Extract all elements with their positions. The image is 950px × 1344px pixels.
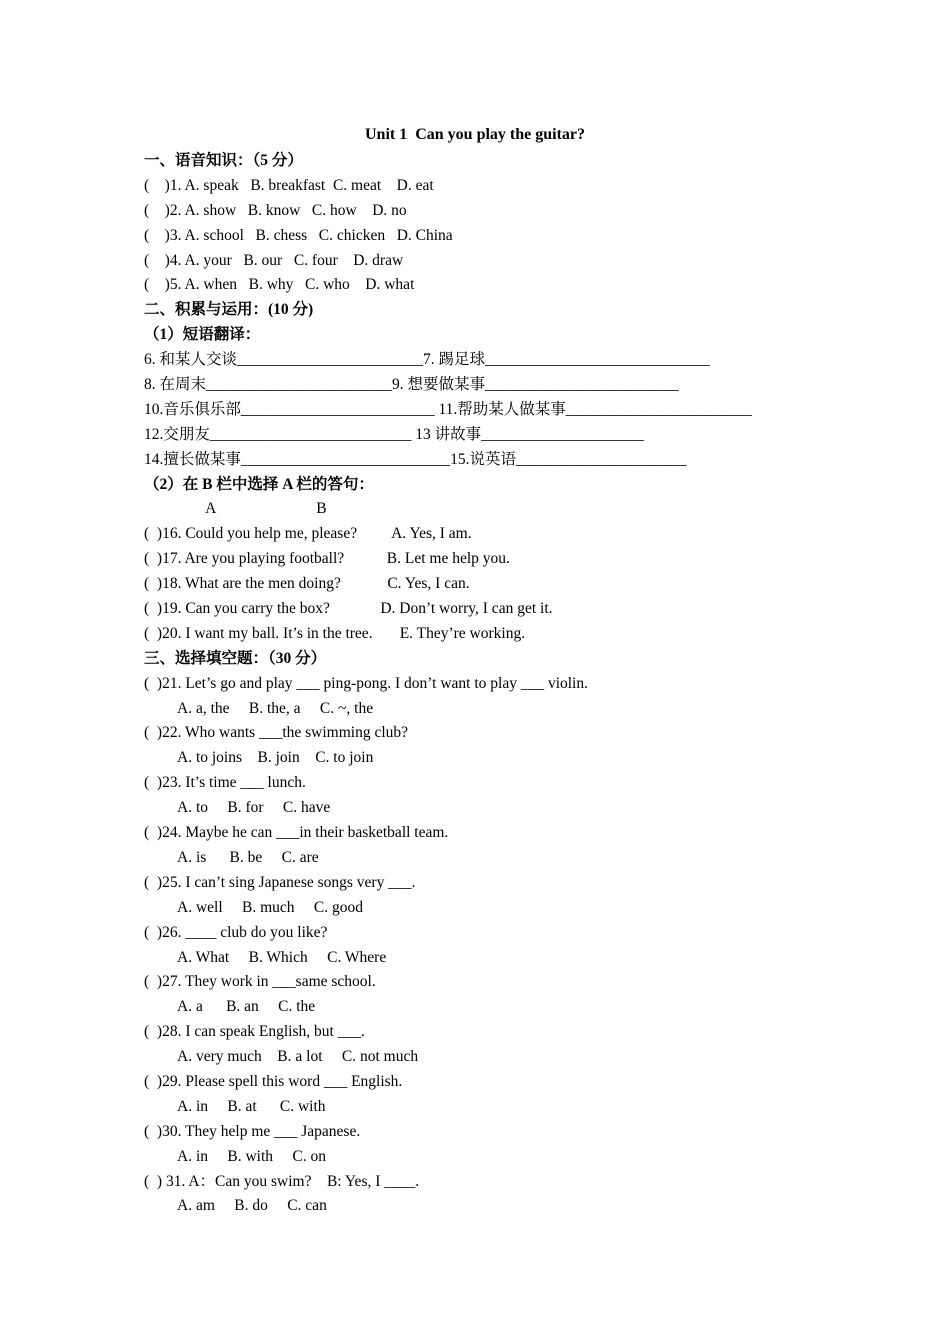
question-line: A B bbox=[144, 500, 327, 518]
question-line: ( )19. Can you carry the box? D. Don’t worry, I can get it. bbox=[144, 600, 553, 618]
question-line: ( )30. They help me ___ Japanese. bbox=[144, 1122, 361, 1140]
question-line: ( )18. What are the men doing? C. Yes, I can. bbox=[144, 575, 470, 593]
answer-options: A. am B. do C. can bbox=[177, 1197, 327, 1215]
question-line: 8. 在周末________________________9. 想要做某事_________________________ bbox=[144, 376, 679, 394]
section-heading: （1）短语翻译： bbox=[144, 326, 261, 344]
question-line: ( )5. A. when B. why C. who D. what bbox=[144, 276, 415, 294]
question-line: ( )25. I can’t sing Japanese songs very ___. bbox=[144, 873, 416, 891]
question-line: ( )16. Could you help me, please? A. Yes, I am. bbox=[144, 525, 472, 543]
question-line: ( )22. Who wants ___the swimming club? bbox=[144, 724, 409, 742]
question-line: 12.交朋友__________________________ 13 讲故事_____________________ bbox=[144, 425, 644, 443]
section-heading: 一、语音知识：（5 分） bbox=[144, 152, 303, 169]
section-heading: （2）在 B 栏中选择 A 栏的答句： bbox=[144, 475, 374, 493]
answer-options: A. a B. an C. the bbox=[177, 998, 316, 1016]
question-line: ( )4. A. your B. our C. four D. draw bbox=[144, 251, 404, 269]
question-line: 14.擅长做某事___________________________15.说英语______________________ bbox=[144, 450, 687, 468]
question-line: ( )2. A. show B. know C. how D. no bbox=[144, 201, 407, 219]
question-line: ( ) 31. A：Can you swim? B: Yes, I ____. bbox=[144, 1172, 420, 1190]
page-title: Unit 1 Can you play the guitar? bbox=[364, 126, 586, 143]
question-line: ( )27. They work in ___same school. bbox=[144, 973, 376, 991]
question-line: ( )3. A. school B. chess C. chicken D. China bbox=[144, 226, 453, 244]
answer-options: A. is B. be C. are bbox=[177, 848, 319, 866]
answer-options: A. very much B. a lot C. not much bbox=[177, 1048, 419, 1066]
answer-options: A. in B. at C. with bbox=[177, 1097, 326, 1115]
question-line: ( )24. Maybe he can ___in their basketball team. bbox=[144, 824, 449, 842]
section-heading: 三、选择填空题：（30 分） bbox=[144, 649, 327, 667]
question-line: ( )28. I can speak English, but ___. bbox=[144, 1023, 365, 1041]
question-line: 6. 和某人交谈________________________7. 踢足球_____________________________ bbox=[144, 351, 710, 369]
question-line: 10.音乐俱乐部_________________________ 11.帮助某人做某事________________________ bbox=[144, 400, 752, 418]
question-line: ( )23. It’s time ___ lunch. bbox=[144, 774, 306, 792]
answer-options: A. to B. for C. have bbox=[177, 799, 331, 817]
question-line: ( )26. ____ club do you like? bbox=[144, 923, 328, 941]
worksheet-body bbox=[144, 149, 844, 1219]
question-line: ( )20. I want my ball. It’s in the tree. E. They’re working. bbox=[144, 624, 526, 642]
question-line: ( )21. Let’s go and play ___ ping-pong. I don’t want to play ___ violin. bbox=[144, 674, 588, 692]
answer-options: A. What B. Which C. Where bbox=[177, 948, 387, 966]
question-line: ( )17. Are you playing football? B. Let me help you. bbox=[144, 550, 510, 568]
answer-options: A. a, the B. the, a C. ~, the bbox=[177, 699, 374, 717]
question-line: ( )29. Please spell this word ___ English. bbox=[144, 1072, 403, 1090]
question-line: ( )1. A. speak B. breakfast C. meat D. eat bbox=[144, 176, 434, 194]
section-heading: 二、积累与运用：(10 分) bbox=[144, 301, 314, 319]
answer-options: A. to joins B. join C. to join bbox=[177, 749, 374, 767]
answer-options: A. in B. with C. on bbox=[177, 1147, 326, 1165]
answer-options: A. well B. much C. good bbox=[177, 898, 363, 916]
